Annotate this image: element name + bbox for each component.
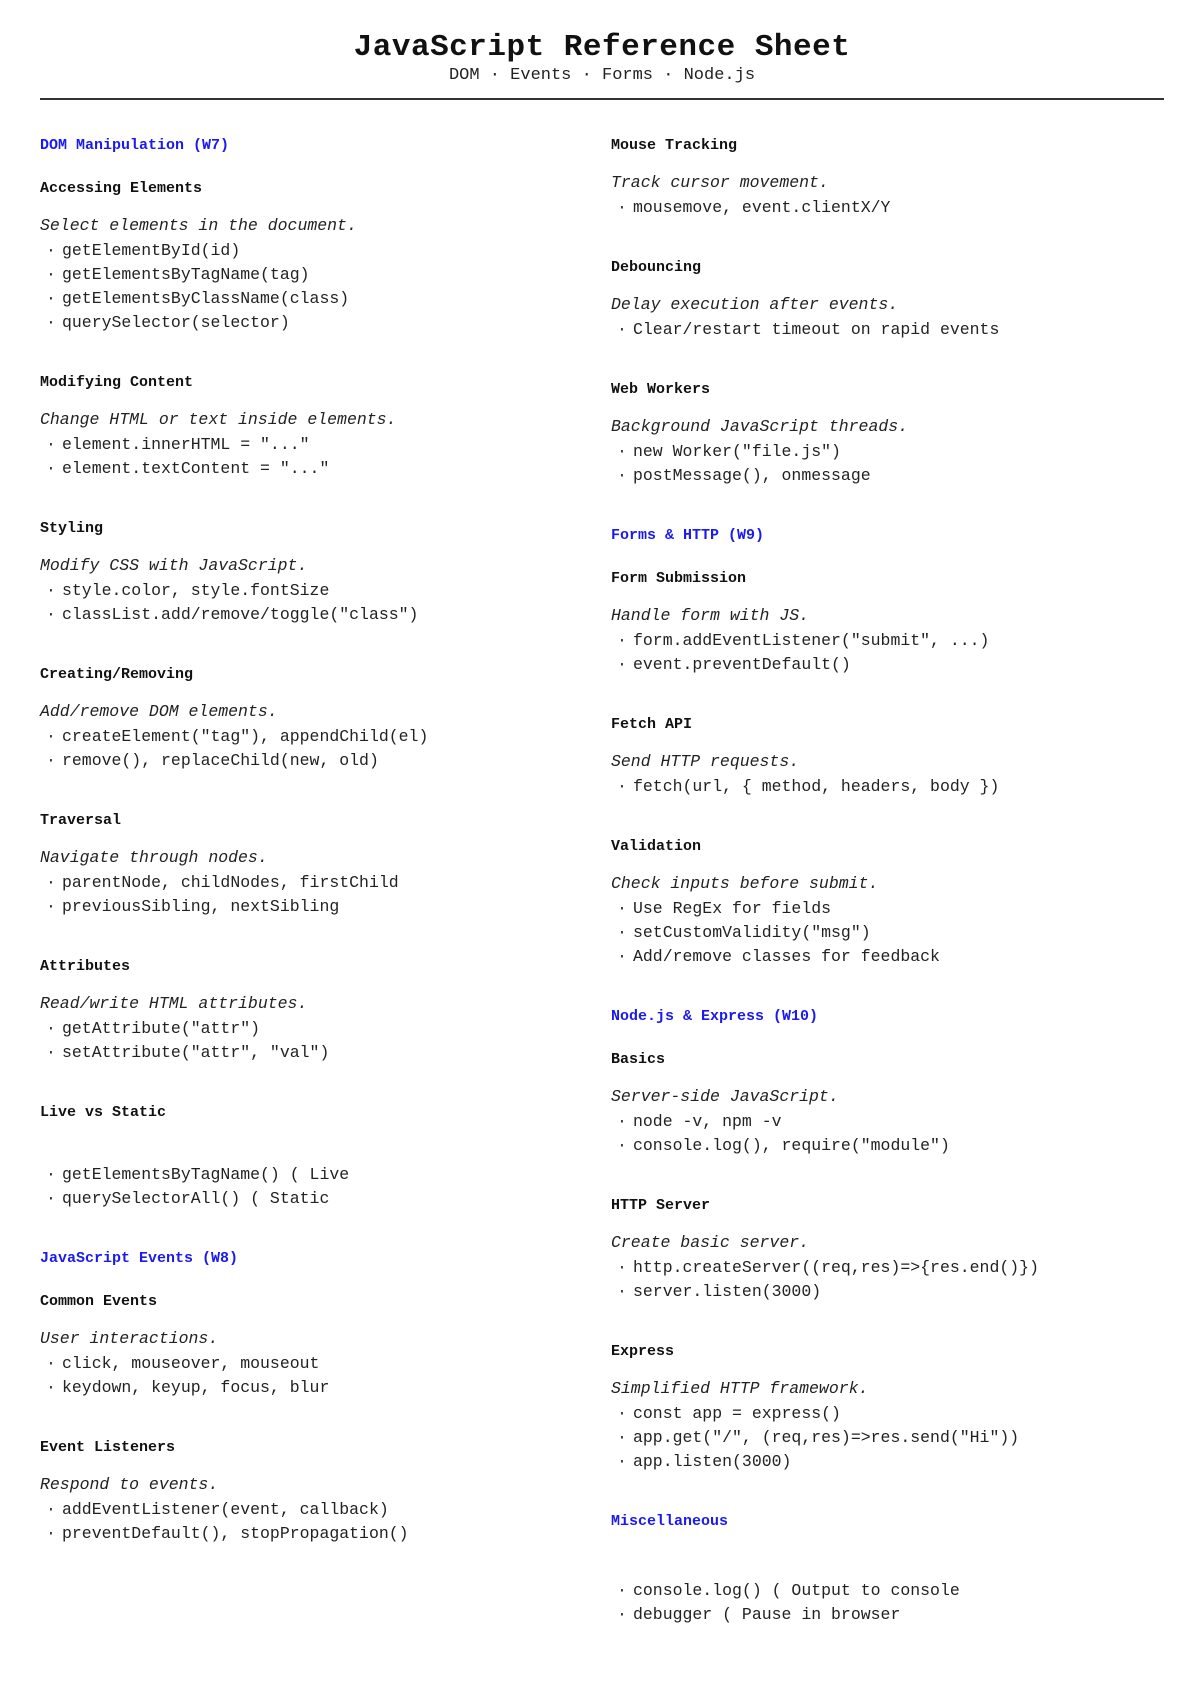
list-item — [40, 1017, 580, 1041]
bullet-icon: · — [617, 466, 627, 485]
list-item — [40, 725, 580, 749]
list-item — [611, 1110, 1171, 1134]
list-item — [611, 1256, 1171, 1280]
bullet-icon: · — [617, 923, 627, 942]
list-item-text: click, mouseover, mouseout — [62, 1354, 320, 1373]
block-title: Debouncing — [611, 259, 702, 276]
bullet-list — [611, 440, 1171, 488]
bullet-icon: · — [617, 1282, 627, 1301]
bullet-icon: · — [46, 1524, 56, 1543]
bullet-list — [611, 1110, 1171, 1158]
list-item — [40, 1522, 580, 1546]
bullet-icon: · — [617, 1581, 627, 1600]
bullet-icon: · — [46, 435, 56, 454]
block-description: Add/remove DOM elements. — [40, 702, 278, 721]
bullet-icon: · — [46, 1354, 56, 1373]
block-mouse-tracking — [611, 136, 1171, 220]
bullet-list — [40, 871, 580, 919]
list-item — [40, 1041, 580, 1065]
list-item-text: fetch(url, { method, headers, body }) — [633, 777, 1000, 796]
block-title: Attributes — [40, 958, 131, 975]
block-title: Traversal — [40, 812, 122, 829]
bullet-icon: · — [617, 198, 627, 217]
bullet-list — [40, 1498, 580, 1546]
list-item — [611, 945, 1171, 969]
bullet-icon: · — [46, 1043, 56, 1062]
block-creating-removing — [40, 665, 580, 773]
section-title: JavaScript Events (W8) — [40, 1250, 239, 1267]
block-web-workers — [611, 380, 1171, 488]
list-item-text: element.innerHTML = "..." — [62, 435, 310, 454]
list-item-text: server.listen(3000) — [633, 1282, 822, 1301]
list-item-text: style.color, style.fontSize — [62, 581, 330, 600]
bullet-icon: · — [46, 1165, 56, 1184]
list-item-text: getElementById(id) — [62, 241, 241, 260]
list-item — [40, 457, 580, 481]
bullet-icon: · — [46, 1019, 56, 1038]
bullet-icon: · — [46, 581, 56, 600]
block-title: Creating/Removing — [40, 666, 194, 683]
block-title: Web Workers — [611, 381, 711, 398]
list-item-text: keydown, keyup, focus, blur — [62, 1378, 330, 1397]
list-item-text: http.createServer((req,res)=>{res.end()}) — [633, 1258, 1039, 1277]
list-item-text: querySelectorAll() ( Static — [62, 1189, 330, 1208]
bullet-icon: · — [46, 265, 56, 284]
left-column — [40, 136, 580, 1584]
bullet-list — [611, 1402, 1171, 1474]
list-item — [611, 1280, 1171, 1304]
bullet-icon: · — [46, 313, 56, 332]
list-item — [611, 629, 1171, 653]
list-item-text: mousemove, event.clientX/Y — [633, 198, 891, 217]
list-item-text: getElementsByTagName(tag) — [62, 265, 310, 284]
list-item — [611, 1603, 1171, 1627]
bullet-icon: · — [617, 320, 627, 339]
block-description: User interactions. — [40, 1329, 219, 1348]
list-item — [611, 653, 1171, 677]
block-description — [611, 1555, 1171, 1577]
block-description: Track cursor movement. — [611, 173, 829, 192]
list-item-text: createElement("tag"), appendChild(el) — [62, 727, 429, 746]
list-item-text: querySelector(selector) — [62, 313, 290, 332]
block-debouncing — [611, 258, 1171, 342]
block-title: Mouse Tracking — [611, 137, 738, 154]
block-title: Basics — [611, 1051, 666, 1068]
list-item — [40, 311, 580, 335]
list-item — [40, 239, 580, 263]
list-item-text: remove(), replaceChild(new, old) — [62, 751, 379, 770]
block-description: Send HTTP requests. — [611, 752, 800, 771]
block-live-vs-static — [40, 1103, 580, 1211]
list-item — [611, 921, 1171, 945]
block-title: Express — [611, 1343, 675, 1360]
list-item-text: Add/remove classes for feedback — [633, 947, 940, 966]
list-item — [611, 318, 1171, 342]
list-item-text: preventDefault(), stopPropagation() — [62, 1524, 409, 1543]
block-description: Check inputs before submit. — [611, 874, 879, 893]
list-item-text: form.addEventListener("submit", ...) — [633, 631, 990, 650]
section-forms-http-w9 — [611, 526, 1171, 969]
bullet-list — [40, 1163, 580, 1211]
block-attributes — [40, 957, 580, 1065]
block-modifying-content — [40, 373, 580, 481]
list-item — [611, 775, 1171, 799]
bullet-list — [40, 239, 580, 335]
block-validation — [611, 837, 1171, 969]
block-title: Accessing Elements — [40, 180, 203, 197]
block-fetch-api — [611, 715, 1171, 799]
bullet-icon: · — [46, 459, 56, 478]
block-title: Styling — [40, 520, 104, 537]
block-description: Select elements in the document. — [40, 216, 357, 235]
list-item-text: node -v, npm -v — [633, 1112, 782, 1131]
section-javascript-events-w8 — [40, 1249, 580, 1546]
bullet-icon: · — [46, 1378, 56, 1397]
block-traversal — [40, 811, 580, 919]
block-title: Modifying Content — [40, 374, 194, 391]
bullet-icon: · — [46, 1500, 56, 1519]
block-description: Delay execution after events. — [611, 295, 899, 314]
list-item — [611, 1402, 1171, 1426]
list-item-text: app.get("/", (req,res)=>res.send("Hi")) — [633, 1428, 1020, 1447]
bullet-icon: · — [617, 777, 627, 796]
bullet-icon: · — [617, 631, 627, 650]
list-item-text: element.textContent = "..." — [62, 459, 330, 478]
section-miscellaneous — [611, 1512, 1171, 1627]
list-item — [40, 287, 580, 311]
section-title: Miscellaneous — [611, 1513, 729, 1530]
block-styling — [40, 519, 580, 627]
block-title: Live vs Static — [40, 1104, 167, 1121]
list-item-text: getAttribute("attr") — [62, 1019, 261, 1038]
list-item-text: parentNode, childNodes, firstChild — [62, 873, 399, 892]
block-accessing-elements — [40, 179, 580, 335]
bullet-icon: · — [617, 442, 627, 461]
list-item — [40, 871, 580, 895]
bullet-icon: · — [617, 1404, 627, 1423]
bullet-list — [40, 433, 580, 481]
header-divider — [40, 98, 1164, 100]
block-description: Modify CSS with JavaScript. — [40, 556, 308, 575]
block-description: Simplified HTTP framework. — [611, 1379, 869, 1398]
list-item-text: classList.add/remove/toggle("class") — [62, 605, 419, 624]
block-express — [611, 1342, 1171, 1474]
list-item — [40, 1187, 580, 1211]
block-common-events — [40, 1292, 580, 1400]
block-title: HTTP Server — [611, 1197, 711, 1214]
bullet-list — [611, 775, 1171, 799]
list-item — [40, 1163, 580, 1187]
bullet-icon: · — [617, 1428, 627, 1447]
list-item-text: app.listen(3000) — [633, 1452, 792, 1471]
block-description: Handle form with JS. — [611, 606, 810, 625]
block-title: Form Submission — [611, 570, 747, 587]
bullet-icon: · — [617, 899, 627, 918]
list-item-text: setAttribute("attr", "val") — [62, 1043, 330, 1062]
list-item — [611, 1579, 1171, 1603]
list-item — [611, 464, 1171, 488]
list-item — [40, 749, 580, 773]
block-description: Server-side JavaScript. — [611, 1087, 839, 1106]
bullet-icon: · — [46, 605, 56, 624]
block-basics — [611, 1050, 1171, 1158]
bullet-icon: · — [617, 1136, 627, 1155]
block-title: Common Events — [40, 1293, 158, 1310]
bullet-icon: · — [617, 1112, 627, 1131]
section-dom-manipulation-w7 — [40, 136, 580, 1211]
bullet-icon: · — [46, 241, 56, 260]
list-item-text: const app = express() — [633, 1404, 841, 1423]
block-form-submission — [611, 569, 1171, 677]
bullet-list — [40, 1017, 580, 1065]
bullet-list — [40, 725, 580, 773]
list-item-text: getElementsByClassName(class) — [62, 289, 350, 308]
bullet-icon: · — [617, 1258, 627, 1277]
list-item — [611, 440, 1171, 464]
bullet-icon: · — [617, 947, 627, 966]
list-item — [611, 1134, 1171, 1158]
bullet-icon: · — [46, 727, 56, 746]
bullet-icon: · — [617, 1452, 627, 1471]
section-node-js-express-w10 — [611, 1007, 1171, 1474]
list-item-text: debugger ( Pause in browser — [633, 1605, 901, 1624]
block-event-listeners — [40, 1438, 580, 1546]
section-title: Node.js & Express (W10) — [611, 1008, 819, 1025]
bullet-list — [611, 318, 1171, 342]
bullet-icon: · — [46, 897, 56, 916]
block-description: Background JavaScript threads. — [611, 417, 909, 436]
block-title: Event Listeners — [40, 1439, 176, 1456]
section-title: Forms & HTTP (W9) — [611, 527, 765, 544]
list-item — [40, 1498, 580, 1522]
list-item — [40, 603, 580, 627]
block-description: Navigate through nodes. — [40, 848, 268, 867]
bullet-list — [611, 897, 1171, 969]
list-item-text: event.preventDefault() — [633, 655, 851, 674]
page-header — [40, 30, 1164, 86]
bullet-icon: · — [617, 1605, 627, 1624]
bullet-list — [40, 579, 580, 627]
list-item-text: addEventListener(event, callback) — [62, 1500, 389, 1519]
bullet-list — [611, 196, 1171, 220]
list-item — [40, 579, 580, 603]
section-title: DOM Manipulation (W7) — [40, 137, 230, 154]
list-item-text: Clear/restart timeout on rapid events — [633, 320, 1000, 339]
bullet-icon: · — [46, 289, 56, 308]
page-subtitle: DOM · Events · Forms · Node.js — [448, 66, 756, 85]
list-item-text: previousSibling, nextSibling — [62, 897, 340, 916]
list-item-text: console.log() ( Output to console — [633, 1581, 960, 1600]
bullet-list — [611, 629, 1171, 677]
list-item-text: console.log(), require("module") — [633, 1136, 950, 1155]
list-item-text: postMessage(), onmessage — [633, 466, 871, 485]
bullet-icon: · — [617, 655, 627, 674]
bullet-icon: · — [46, 1189, 56, 1208]
list-item — [40, 1352, 580, 1376]
block-title: Fetch API — [611, 716, 693, 733]
right-column — [611, 136, 1171, 1665]
list-item — [40, 433, 580, 457]
block-description: Create basic server. — [611, 1233, 810, 1252]
page-title: JavaScript Reference Sheet — [353, 30, 851, 65]
list-item-text: new Worker("file.js") — [633, 442, 841, 461]
list-item — [40, 1376, 580, 1400]
list-item — [40, 263, 580, 287]
block-description: Read/write HTML attributes. — [40, 994, 308, 1013]
bullet-list — [40, 1352, 580, 1400]
bullet-icon: · — [46, 873, 56, 892]
list-item — [611, 1426, 1171, 1450]
list-item-text: setCustomValidity("msg") — [633, 923, 871, 942]
list-item — [611, 1450, 1171, 1474]
block-description: Respond to events. — [40, 1475, 219, 1494]
bullet-list — [611, 1256, 1171, 1304]
bullet-list — [611, 1579, 1171, 1627]
list-item — [611, 196, 1171, 220]
list-item-text: getElementsByTagName() ( Live — [62, 1165, 350, 1184]
block-title: Validation — [611, 838, 702, 855]
block-description — [40, 1139, 580, 1161]
list-item — [40, 895, 580, 919]
bullet-icon: · — [46, 751, 56, 770]
list-item — [611, 897, 1171, 921]
block-untitled — [611, 1555, 1171, 1627]
block-description: Change HTML or text inside elements. — [40, 410, 397, 429]
list-item-text: Use RegEx for fields — [633, 899, 832, 918]
block-http-server — [611, 1196, 1171, 1304]
